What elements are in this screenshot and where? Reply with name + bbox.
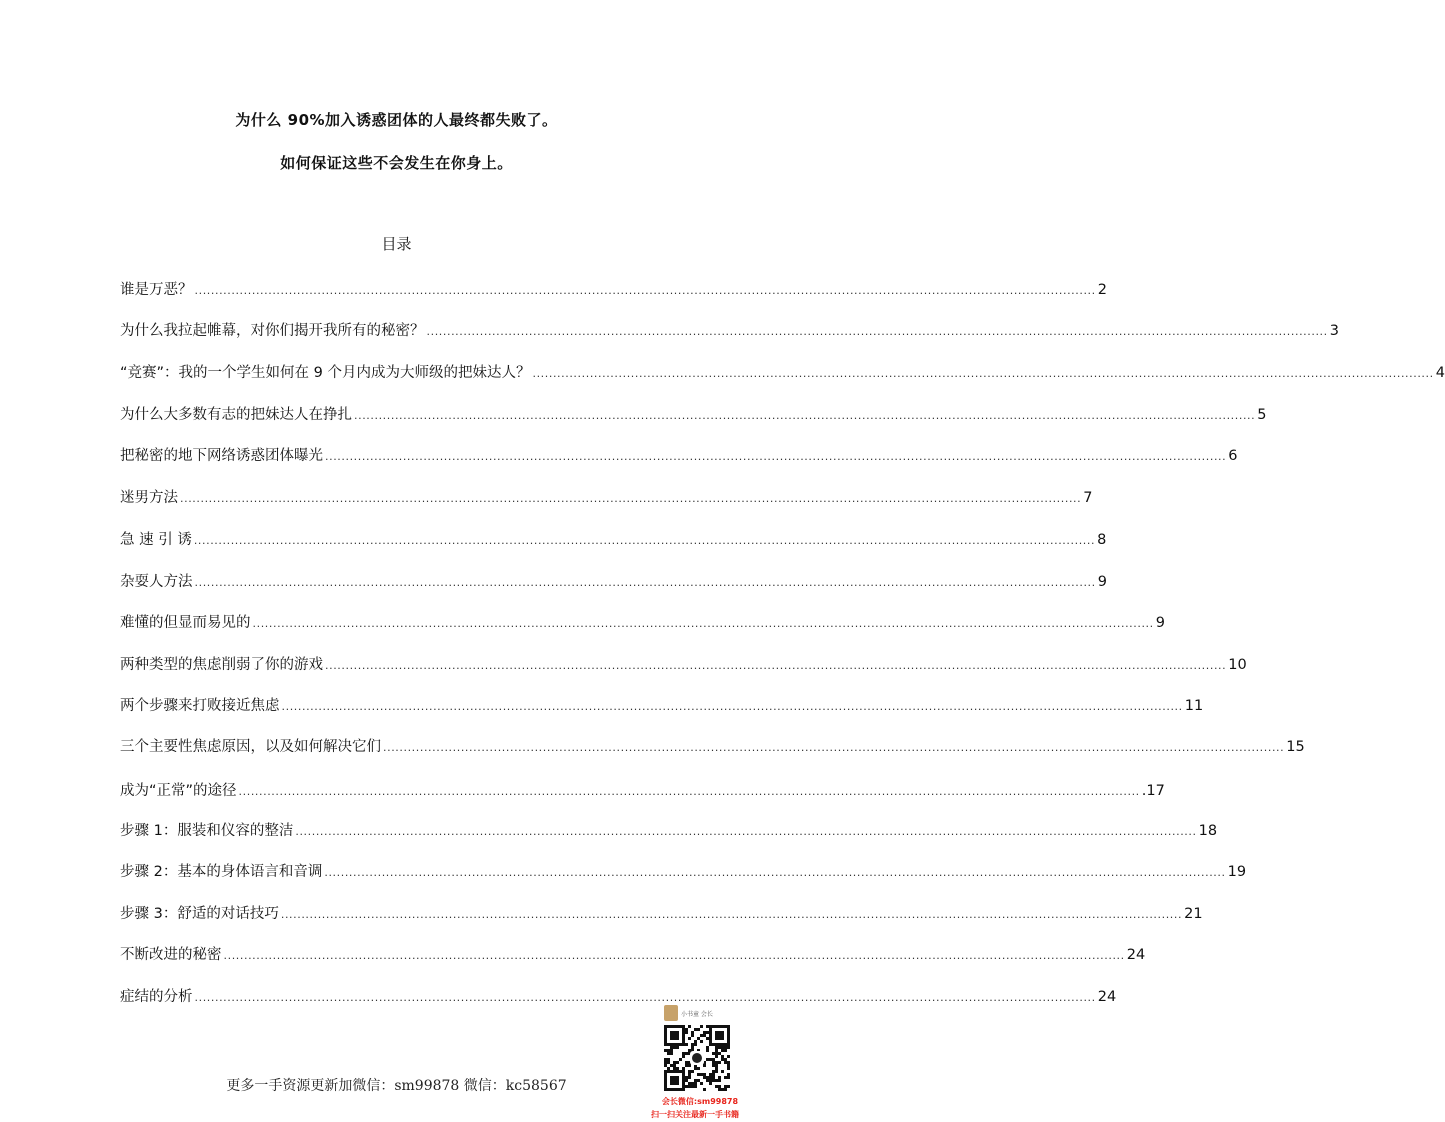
toc-leader-dots: ............................................................................................................................................................................................................................ <box>194 284 1096 297</box>
toc-leader-dots: ............................................................................................................................................................................................................................ <box>193 534 1096 547</box>
footer-wechat-text: 更多一手资源更新加微信：sm99878 微信：kc58567 <box>226 1078 567 1094</box>
toc-entry-page: 10 <box>1228 657 1247 673</box>
toc-entry[interactable] <box>120 528 1107 550</box>
toc-leader-dots: ............................................................................................................................................................................................................................ <box>325 450 1227 463</box>
toc-entry[interactable] <box>120 403 1267 425</box>
toc-leader-dots: ............................................................................................................................................................................................................................ <box>325 659 1227 672</box>
toc-leader-dots: ............................................................................................................................................................................................................................ <box>383 741 1285 754</box>
toc-entry-label: 成为“正常”的途径 <box>120 783 237 799</box>
toc-title: 目录 <box>381 235 412 253</box>
toc-entry-page: 11 <box>1184 698 1204 714</box>
toc-entry[interactable] <box>120 694 1204 716</box>
toc-entry-label: 不断改进的秘密 <box>120 947 222 963</box>
toc-entry-label: “竞赛”：我的一个学生如何在 9 个月内成为大师级的把妹达人？ <box>120 365 531 381</box>
toc-entry-page: 7 <box>1083 490 1093 506</box>
toc-entry-page: 21 <box>1184 906 1203 922</box>
headline-line-2: 如何保证这些不会发生在你身上。 <box>280 154 513 172</box>
toc-entry-page: 18 <box>1198 823 1218 839</box>
toc-entry-label: 急 速 引 诱 <box>120 532 192 548</box>
toc-entry-label: 三个主要性焦虑原因，以及如何解决它们 <box>120 739 381 755</box>
toc-entry[interactable] <box>120 902 1203 924</box>
toc-entry-label: 步骤 3：舒适的对话技巧 <box>120 906 279 922</box>
toc-leader-dots: ............................................................................................................................................................................................................................ <box>180 492 1082 505</box>
toc-leader-dots: ............................................................................................................................................................................................................................ <box>194 576 1096 589</box>
toc-entry[interactable] <box>120 486 1093 508</box>
toc-entry-page: 9 <box>1155 615 1165 631</box>
toc-entry[interactable] <box>120 278 1107 300</box>
toc-leader-dots: ............................................................................................................................................................................................................................ <box>324 866 1226 879</box>
toc-entry[interactable] <box>120 570 1107 592</box>
promo-header <box>664 1003 754 1023</box>
toc-entry-label: 难懂的但显而易见的 <box>120 615 251 631</box>
toc-entry[interactable] <box>120 860 1247 882</box>
toc-entry-page: 4 <box>1435 365 1445 381</box>
avatar <box>664 1005 678 1021</box>
toc-entry-page: 8 <box>1097 532 1107 548</box>
toc-entry-label: 为什么大多数有志的把妹达人在挣扎 <box>120 407 352 423</box>
toc-entry-page: 6 <box>1228 448 1238 464</box>
headline-line-1: 为什么 90%加入诱惑团体的人最终都失败了。 <box>235 111 558 129</box>
toc-entry-label: 步骤 1：服装和仪容的整洁 <box>120 823 294 839</box>
toc-leader-dots: ............................................................................................................................................................................................................................ <box>354 409 1256 422</box>
toc-entry[interactable] <box>120 361 1445 383</box>
toc-leader-dots: ............................................................................................................................................................................................................................ <box>281 700 1183 713</box>
toc-entry-page: 9 <box>1097 574 1107 590</box>
toc-entry-label: 杂耍人方法 <box>120 574 193 590</box>
toc-entry[interactable] <box>120 444 1238 466</box>
toc-entry-page: .17 <box>1141 783 1165 799</box>
toc-entry-label: 把秘密的地下网络诱惑团体曝光 <box>120 448 323 464</box>
toc-entry-label: 症结的分析 <box>120 989 193 1005</box>
qr-code-icon[interactable] <box>664 1025 730 1091</box>
toc-entry-page: 2 <box>1097 282 1107 298</box>
promo-wechat-line: 会长微信:sm99878 <box>661 1097 739 1106</box>
toc-entry-label: 谁是万恶？ <box>120 282 193 298</box>
toc-entry[interactable] <box>120 779 1165 801</box>
toc-leader-dots: ............................................................................................................................................................................................................................ <box>252 617 1154 630</box>
toc-entry-label: 步骤 2：基本的身体语言和音调 <box>120 864 323 880</box>
toc-entry-label: 两种类型的焦虑削弱了你的游戏 <box>120 657 323 673</box>
toc-leader-dots: ............................................................................................................................................................................................................................ <box>238 785 1140 798</box>
toc-entry[interactable] <box>120 943 1146 965</box>
toc-entry[interactable] <box>120 319 1339 341</box>
promo-name: 小书童 会长 <box>681 1010 713 1018</box>
toc-entry[interactable] <box>120 653 1247 675</box>
toc-entry-page: 24 <box>1097 989 1117 1005</box>
toc-leader-dots: ............................................................................................................................................................................................................................ <box>223 949 1125 962</box>
promo-scan-line: 扫一扫关注最新一手书籍 <box>651 1110 739 1119</box>
toc-leader-dots: ............................................................................................................................................................................................................................ <box>194 991 1096 1004</box>
toc-entry-label: 迷男方法 <box>120 490 178 506</box>
toc-entry-page: 24 <box>1126 947 1146 963</box>
toc-leader-dots: ............................................................................................................................................................................................................................ <box>532 367 1434 380</box>
toc-entry-page: 3 <box>1329 323 1339 339</box>
toc-entry-label: 为什么我拉起帷幕，对你们揭开我所有的秘密？ <box>120 323 425 339</box>
toc-leader-dots: ............................................................................................................................................................................................................................ <box>280 908 1183 921</box>
toc-entry[interactable] <box>120 819 1218 841</box>
toc-entry[interactable] <box>120 611 1165 633</box>
qr-promo <box>630 1003 760 1119</box>
toc-entry[interactable] <box>120 735 1305 757</box>
toc-entry-page: 15 <box>1286 739 1305 755</box>
toc-leader-dots: ............................................................................................................................................................................................................................ <box>295 825 1197 838</box>
toc-entry[interactable] <box>120 985 1117 1007</box>
toc-entry-page: 19 <box>1227 864 1247 880</box>
toc-entry-label: 两个步骤来打败接近焦虑 <box>120 698 280 714</box>
toc-entry-page: 5 <box>1257 407 1267 423</box>
toc-leader-dots: ............................................................................................................................................................................................................................ <box>426 325 1328 338</box>
